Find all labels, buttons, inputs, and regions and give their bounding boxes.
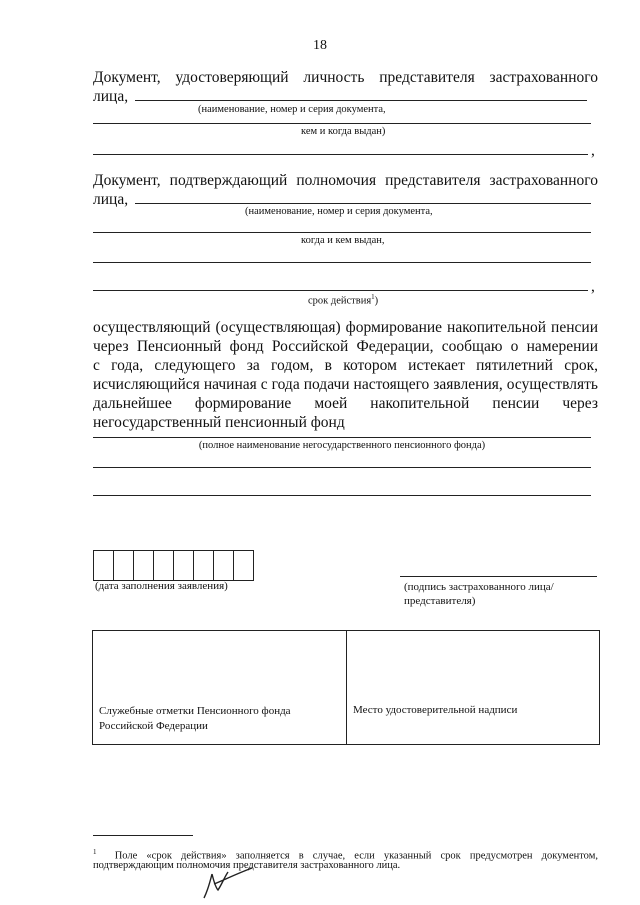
paragraph-line-5: дальнейшее формирование моей накопительной пенсии через: [93, 395, 598, 412]
paragraph-line-2: через Пенсионный фонд Российской Федерации, сообщаю о намерении: [93, 338, 598, 355]
identity-doc-field-1[interactable]: [135, 100, 587, 101]
validity-caption-text: срок действия: [308, 295, 372, 307]
office-marks-table: [92, 630, 600, 745]
signature-caption: [404, 580, 554, 608]
authority-doc-field-2[interactable]: [93, 232, 591, 233]
paragraph-last-line: негосударственный пенсионный фонд: [93, 414, 345, 431]
pension-fund-marks-label: [99, 704, 291, 734]
footnote-mark: 1: [93, 848, 97, 856]
date-box[interactable]: [94, 551, 114, 580]
paragraph-line-3: с года, следующего за годом, в котором истекает пятилетний срок,: [93, 357, 598, 374]
signature-field[interactable]: [400, 576, 597, 577]
fund-name-caption: (полное наименование негосударственного пенсионного фонда): [198, 440, 486, 451]
footnote-separator: [93, 835, 193, 836]
identity-doc-caption1: (наименование, номер и серия документа,: [198, 104, 386, 115]
validity-caption: [308, 293, 378, 307]
date-caption: (дата заполнения заявления): [95, 580, 228, 592]
fund-name-field-1[interactable]: [93, 437, 591, 438]
authority-doc-line1: Документ, подтверждающий полномочия представителя застрахованного: [93, 172, 598, 189]
signature-caption-line2: представителя): [404, 595, 476, 607]
pension-fund-marks-line2: Российской Федерации: [99, 720, 208, 732]
authority-doc-field-3[interactable]: [93, 262, 591, 263]
date-box[interactable]: [154, 551, 174, 580]
identity-doc-line1: Документ, удостоверяющий личность представителя застрахованного: [93, 69, 598, 86]
paragraph-line-4: исчисляющийся начиная с года подачи настоящего заявления, осуществлять: [93, 376, 598, 393]
signature-caption-line1: (подпись застрахованного лица/: [404, 581, 554, 593]
pension-fund-marks-cell: [93, 631, 346, 744]
identity-doc-caption2: кем и когда выдан): [301, 126, 386, 137]
notary-label: Место удостоверительной надписи: [353, 704, 518, 716]
authority-doc-field-1[interactable]: [135, 203, 591, 204]
authority-doc-line2: лица,: [93, 191, 129, 208]
date-box[interactable]: [174, 551, 194, 580]
pension-fund-marks-line1: Служебные отметки Пенсионного фонда: [99, 705, 291, 717]
date-box[interactable]: [234, 551, 253, 580]
validity-footnote-mark: 1: [371, 293, 375, 301]
authority-doc-comma: ,: [591, 278, 595, 295]
date-box[interactable]: [114, 551, 134, 580]
fund-name-field-3[interactable]: [93, 495, 591, 496]
authority-doc-caption2: когда и кем выдан,: [301, 235, 385, 246]
identity-doc-line2: лица,: [93, 88, 129, 105]
notary-cell: [346, 631, 599, 744]
identity-doc-field-2[interactable]: [93, 123, 591, 124]
date-box[interactable]: [194, 551, 214, 580]
date-boxes[interactable]: [93, 550, 254, 581]
authority-doc-field-4[interactable]: [93, 290, 588, 291]
date-box[interactable]: [134, 551, 154, 580]
footnote-text1: Поле «срок действия» заполняется в случае, если указанный срок предусмотрен документом,: [114, 850, 598, 862]
handwritten-initials: [190, 862, 270, 902]
footnote-line2: подтверждающим полномочия представителя застрахованного лица.: [93, 860, 401, 871]
identity-doc-field-3[interactable]: [93, 154, 588, 155]
page-number: 18: [313, 38, 327, 53]
identity-doc-comma: ,: [591, 142, 595, 159]
paragraph-line-1: осуществляющий (осуществляющая) формирование накопительной пенсии: [93, 319, 598, 336]
validity-caption-close: ): [374, 295, 379, 307]
date-box[interactable]: [214, 551, 234, 580]
authority-doc-caption1: (наименование, номер и серия документа,: [245, 206, 433, 217]
fund-name-field-2[interactable]: [93, 467, 591, 468]
